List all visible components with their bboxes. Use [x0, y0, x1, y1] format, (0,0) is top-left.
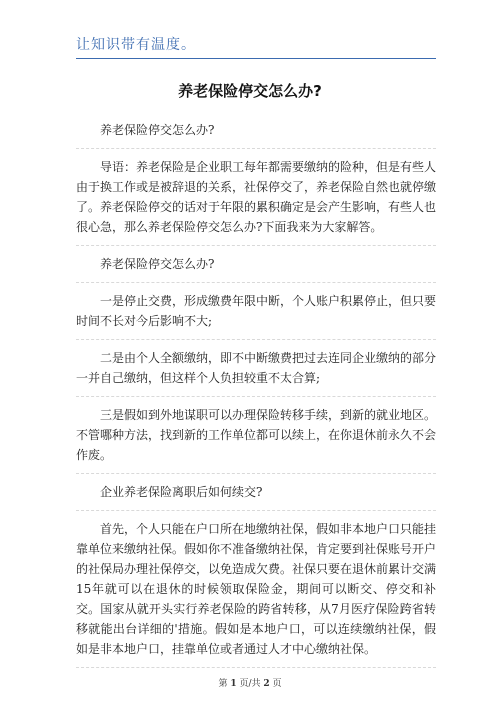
page-footer	[0, 676, 500, 689]
footer-suffix: 页	[269, 679, 282, 689]
footer-prefix: 第	[218, 679, 231, 689]
document-body	[76, 112, 436, 668]
paragraph-intro: 导语：养老保险是企业职工每年都需要缴纳的险种，但是有些人由于换工作或是被辞退的关系，社保停交了，养老保险自然也就停缴了。养老保险停交的话对于年限的累积确定是会产生影响，有些人也很心急，那么养老保险停交怎么办?下面我来为大家解答。	[76, 149, 436, 246]
paragraph-option-three: 三是假如到外地谋职可以办理保险转移手续，到新的就业地区。不管哪种方法，找到新的工作单位都可以续上，在你退休前永久不会作废。	[76, 397, 436, 474]
paragraph-section-heading: 养老保险停交怎么办?	[76, 246, 436, 283]
paragraph-continue-detail: 首先，个人只能在户口所在地缴纳社保，假如非本地户口只能挂靠单位来缴纳社保。假如你不准备缴纳社保，肯定要到社保账号开户的社保局办理社保停交，以免造成欠费。社保只要在退休前累计交满15年就可以在退休的时候领取保险金，期间可以断交、停交和补交。国家从就开头实行养老保险的跨省转移，从7月医疗保险跨省转移就能出台详细的'措施。假如是本地户口，可以连续缴纳社保，假如是非本地户口，挂靠单位或者通过人才中心缴纳社保。	[76, 511, 436, 668]
paragraph-option-two: 二是由个人全额缴纳，即不中断缴费把过去连同企业缴纳的部分一并自己缴纳，但这样个人负担较重不太合算;	[76, 340, 436, 397]
header-tagline: 让知识带有温度。	[76, 37, 196, 53]
footer-page-number: 1	[230, 679, 237, 689]
paragraph-subtitle: 养老保险停交怎么办?	[76, 112, 436, 149]
paragraph-continue-heading: 企业养老保险离职后如何续交?	[76, 474, 436, 511]
page-header	[76, 30, 436, 59]
document-title: 养老保险停交怎么办?	[178, 82, 322, 100]
footer-middle: 页/共	[236, 679, 264, 689]
paragraph-option-one: 一是停止交费，形成缴费年限中断，个人账户积累停止，但只要时间不长对今后影响不大;	[76, 283, 436, 340]
footer-total-pages: 2	[263, 679, 270, 689]
